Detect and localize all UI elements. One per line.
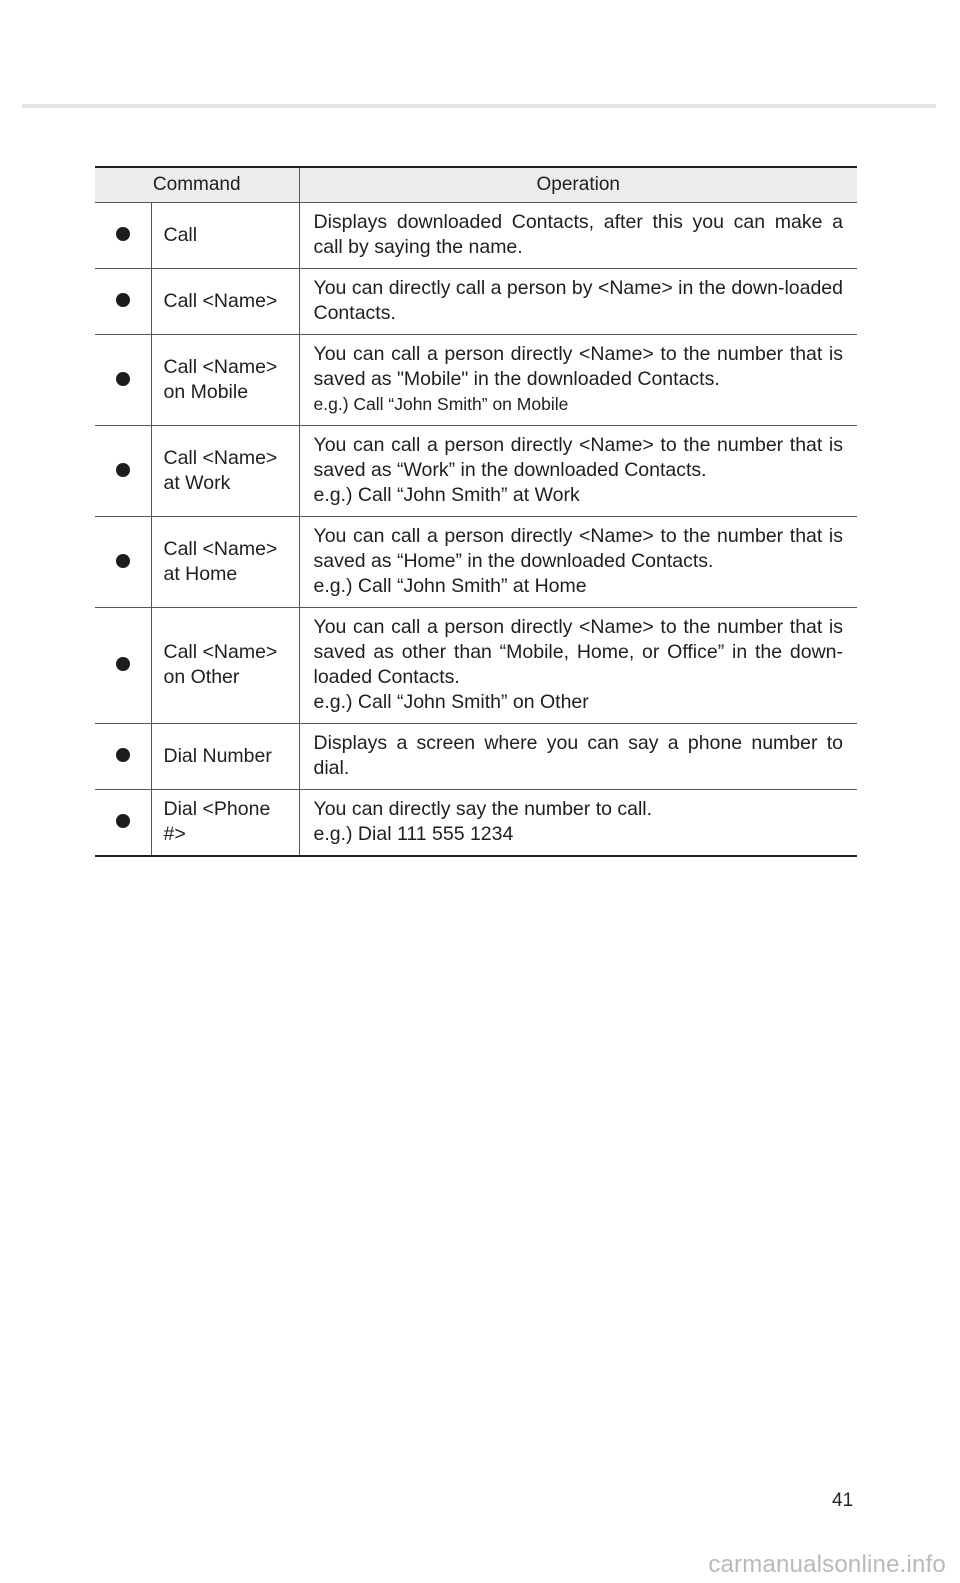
table-row xyxy=(95,608,857,724)
operation-cell xyxy=(299,608,857,724)
command-cell: Call xyxy=(151,203,299,269)
table-row xyxy=(95,790,857,857)
table-header-row xyxy=(95,167,857,203)
command-cell: Call <Name> on Other xyxy=(151,608,299,724)
operation-text: Displays a screen where you can say a phone number to dial. xyxy=(313,732,843,779)
operation-cell xyxy=(299,203,857,269)
operation-text: Displays downloaded Contacts, after this you can make a call by saying the name. xyxy=(313,211,843,258)
example-text: e.g.) Call “John Smith” at Home xyxy=(313,575,587,597)
table-row xyxy=(95,203,857,269)
table-row xyxy=(95,269,857,335)
voice-command-table xyxy=(95,166,857,857)
operation-cell xyxy=(299,426,857,517)
command-cell: Call <Name> at Home xyxy=(151,517,299,608)
example-text: e.g.) Call “John Smith” at Work xyxy=(313,484,580,506)
example-text: e.g.) Call “John Smith” on Other xyxy=(313,691,589,713)
operation-cell xyxy=(299,269,857,335)
bullet-icon xyxy=(95,203,151,269)
operation-text: You can call a person directly <Name> to the number that is saved as “Work” in the downloaded Contacts. xyxy=(313,434,843,481)
operation-text: You can call a person directly <Name> to the number that is saved as "Mobile" in the downloaded Contacts. xyxy=(313,343,843,390)
page-number: 41 xyxy=(832,1490,854,1511)
operation-cell xyxy=(299,724,857,790)
command-cell: Dial <Phone #> xyxy=(151,790,299,857)
bullet-icon xyxy=(95,335,151,426)
command-cell: Call <Name> xyxy=(151,269,299,335)
operation-text: You can directly call a person by <Name> in the down-loaded Contacts. xyxy=(313,277,843,324)
column-header-command: Command xyxy=(95,167,299,203)
operation-text: You can call a person directly <Name> to the number that is saved as “Home” in the downloaded Contacts. xyxy=(313,525,843,572)
watermark: carmanualsonline.info xyxy=(708,1551,946,1578)
operation-cell xyxy=(299,790,857,857)
table-row xyxy=(95,335,857,426)
bullet-icon xyxy=(95,426,151,517)
operation-text: You can call a person directly <Name> to the number that is saved as other than “Mobile, Home, or Office” in the down-loaded Contacts. xyxy=(313,616,843,688)
operation-text: You can directly say the number to call. xyxy=(313,798,653,820)
header-rule xyxy=(22,104,936,108)
operation-cell xyxy=(299,517,857,608)
command-cell: Call <Name> on Mobile xyxy=(151,335,299,426)
bullet-icon xyxy=(95,269,151,335)
table-row xyxy=(95,517,857,608)
bullet-icon xyxy=(95,608,151,724)
bullet-icon xyxy=(95,790,151,857)
column-header-operation: Operation xyxy=(299,167,857,203)
operation-cell xyxy=(299,335,857,426)
table-row xyxy=(95,724,857,790)
command-cell: Call <Name> at Work xyxy=(151,426,299,517)
bullet-icon xyxy=(95,517,151,608)
table-row xyxy=(95,426,857,517)
command-cell: Dial Number xyxy=(151,724,299,790)
bullet-icon xyxy=(95,724,151,790)
example-text: e.g.) Call “John Smith” on Mobile xyxy=(313,394,569,414)
example-text: e.g.) Dial 111 555 1234 xyxy=(313,823,514,845)
